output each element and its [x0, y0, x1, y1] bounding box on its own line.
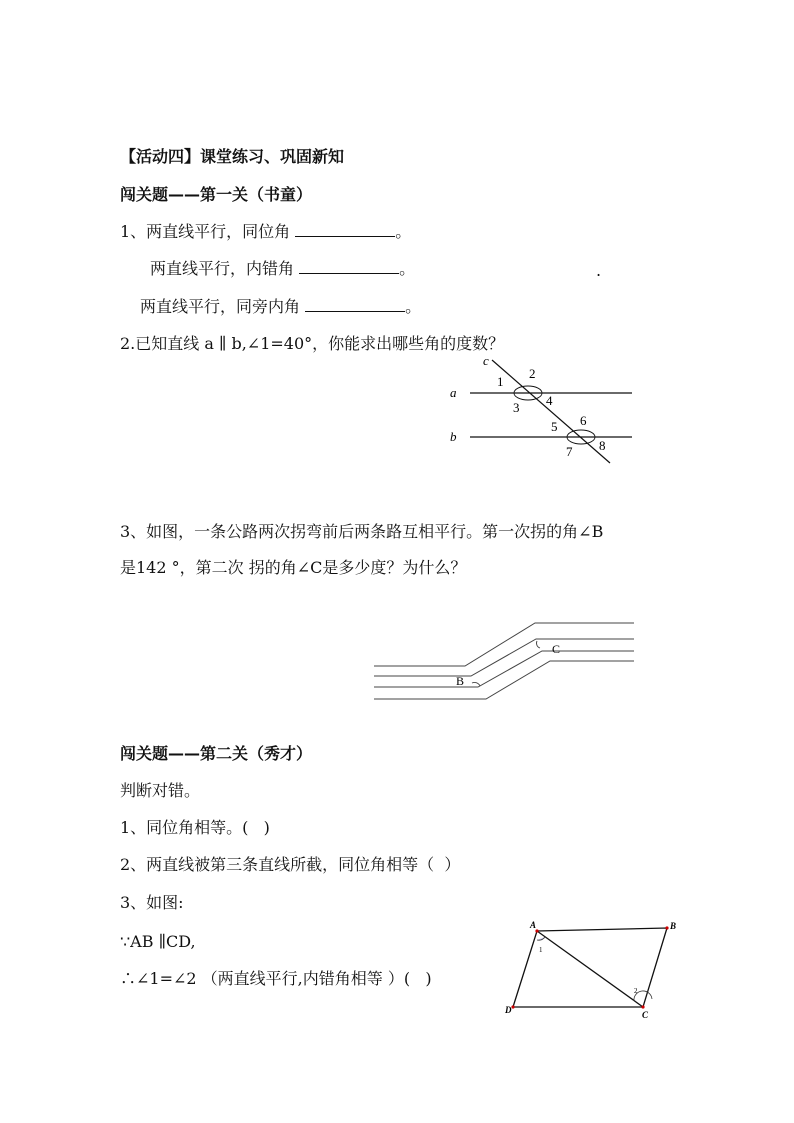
- road-edge-4: [374, 661, 634, 699]
- label-b: b: [450, 429, 457, 444]
- q2-text: 2.已知直线 a ∥ b,∠1=40°，你能求出哪些角的度数？: [120, 334, 505, 353]
- answer-blank[interactable]: [305, 297, 405, 312]
- statement-3: 3、如图:: [120, 893, 184, 912]
- q3-text-line2: 是142 °，第二次 拐的角∠C是多少度？为什么？: [120, 558, 467, 577]
- point-d: [511, 1005, 514, 1008]
- q1-c-text: 两直线平行，同旁内角: [140, 297, 301, 316]
- angle-7: 7: [566, 444, 573, 459]
- stray-dot: .: [596, 261, 602, 280]
- therefore-line: ∴∠1=∠2 （两直线平行,内错角相等 ）( ): [120, 969, 432, 988]
- label-a: a: [450, 385, 457, 400]
- q1-b-end: 。: [399, 259, 416, 278]
- answer-blank[interactable]: [295, 222, 395, 237]
- road-edge-3: [374, 651, 634, 687]
- angle-1: 1: [497, 374, 504, 389]
- statement-1: 1、同位角相等。( ): [120, 818, 270, 837]
- statement-2: 2、两直线被第三条直线所截，同位角相等（ ）: [120, 855, 461, 874]
- road-edge-1: [374, 623, 634, 666]
- angle-5: 5: [551, 419, 558, 434]
- parallelogram-abcd: [513, 928, 667, 1007]
- diagonal-ac: [537, 931, 643, 1007]
- q1-a-end: 。: [395, 222, 412, 241]
- q1-line-c: [140, 297, 421, 317]
- label-angle-2: 2: [634, 987, 638, 995]
- label-c: c: [483, 353, 489, 368]
- q3-text-line1: 3、如图，一条公路两次拐弯前后两条路互相平行。第一次拐的角∠B: [120, 522, 604, 541]
- label-C: C: [552, 642, 561, 656]
- angle-b-arc: [472, 682, 480, 686]
- level2-instruction: 判断对错。: [120, 781, 201, 800]
- label-C: C: [642, 1010, 649, 1020]
- label-D: D: [505, 1005, 512, 1015]
- level2-title: 闯关题——第二关（秀才）: [120, 744, 313, 763]
- q1-b-text: 两直线平行，内错角: [150, 259, 295, 278]
- angle-2: 2: [529, 366, 536, 381]
- activity-title: 【活动四】课堂练习、巩固新知: [120, 147, 345, 166]
- q1-a-text: 1、两直线平行，同位角: [120, 222, 291, 241]
- q1-c-end: 。: [405, 297, 422, 316]
- q1-line-a: [120, 222, 411, 242]
- label-B: B: [456, 674, 465, 688]
- q1-line-b: [150, 259, 415, 279]
- angle-8: 8: [599, 438, 606, 453]
- because-line: ∵AB ∥CD,: [120, 932, 196, 951]
- road-edge-2: [374, 639, 634, 676]
- line-c: [492, 360, 610, 463]
- road-figure: [370, 615, 640, 705]
- level1-title: 闯关题——第一关（书童）: [120, 185, 313, 204]
- point-b: [665, 926, 668, 929]
- angle-1-mark: [537, 937, 545, 940]
- label-B: B: [670, 921, 677, 931]
- parallel-lines-figure: [440, 350, 640, 465]
- angle-3: 3: [513, 400, 520, 415]
- answer-blank[interactable]: [299, 259, 399, 274]
- label-A: A: [530, 920, 537, 930]
- angle-6: 6: [580, 413, 587, 428]
- label-angle-1: 1: [539, 946, 543, 954]
- angle-4: 4: [546, 393, 553, 408]
- angle-c-arc: [536, 641, 540, 648]
- point-c: [641, 1005, 644, 1008]
- parallelogram-figure: [500, 915, 690, 1020]
